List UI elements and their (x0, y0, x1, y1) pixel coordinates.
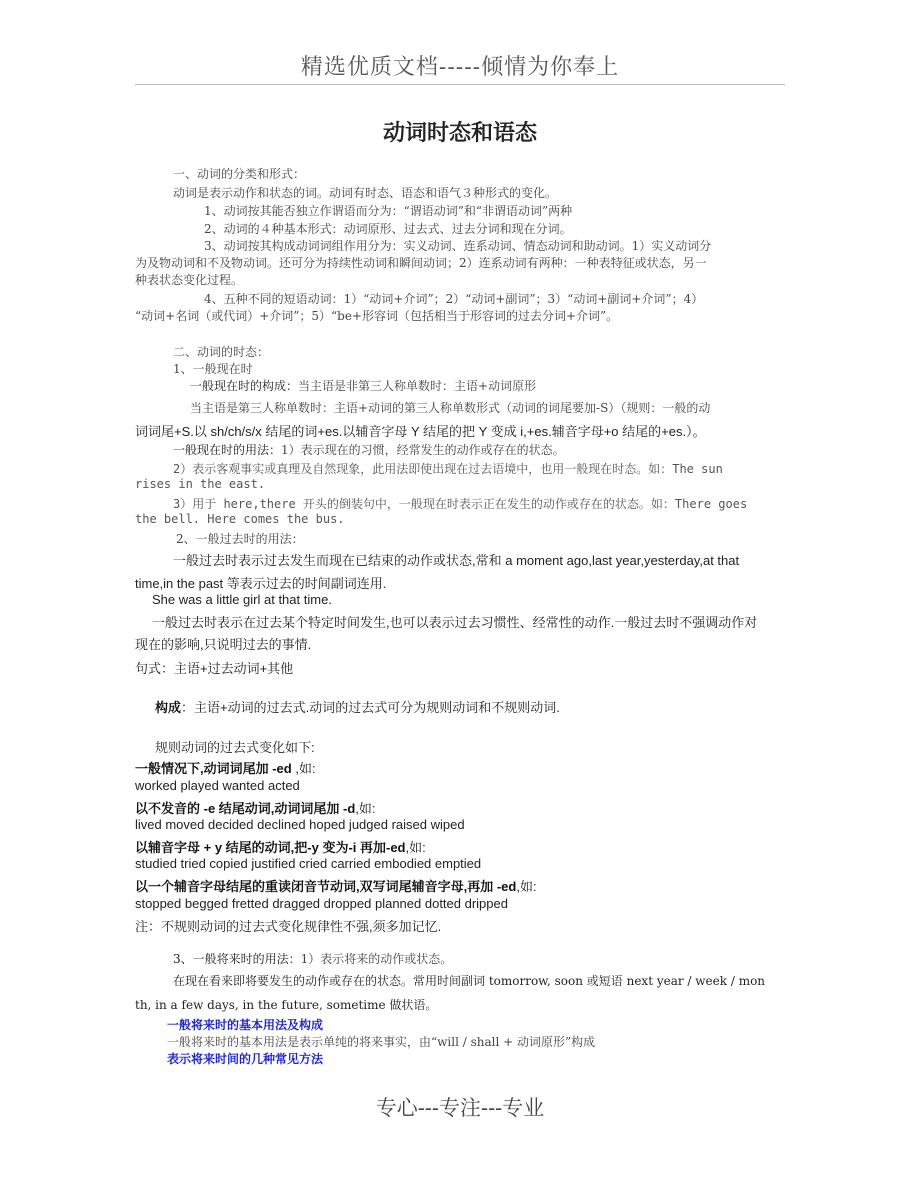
past-usage-1-line-1: 一般过去时表示过去发生而现在已结束的动作或状态,常和 a moment ago,last year,yesterday,at that (173, 553, 740, 568)
rule-1-tail: ,如: (291, 761, 316, 776)
section-1-point-4-line-1: 4、五种不同的短语动词：1）“动词+介词”；2）“动词+副词”；3）“动词+副词+介词”；4） (204, 292, 704, 306)
past-usage-2-line-1: 一般过去时表示在过去某个特定时间发生,也可以表示过去习惯性、经常性的动作.一般过去时不强调动作对 (152, 615, 758, 630)
rule-4-line (135, 876, 537, 895)
future-usage-line-1: 在现在看来即将要发生的动作或存在的状态。常用时间副词 tomorrow, soon 或短语 next year / week / mon (173, 974, 766, 988)
rule-4-examples: stopped begged fretted dragged dropped planned dotted dripped (135, 896, 508, 911)
future-usage-line-2: th, in a few days, in the future, sometime 做状语。 (135, 998, 438, 1012)
present-usage-1: 1）表示现在的习惯，经常发生的动作或存在的状态。 (281, 443, 565, 457)
rule-3-line (135, 837, 426, 856)
present-simple-heading: 1、一般现在时 (173, 362, 253, 376)
rule-3-examples: studied tried copied justified cried carried embodied emptied (135, 856, 482, 871)
section-1-point-2: 2、动词的４种基本形式：动词原形、过去式、过去分词和现在分词。 (204, 222, 572, 236)
present-usage-3-line-2: the bell. Here comes the bus. (135, 512, 345, 526)
past-composition-line (155, 697, 560, 716)
section-1-point-1: 1、动词按其能否独立作谓语而分为：“谓语动词”和“非谓语动词”两种 (204, 204, 573, 218)
regular-rules-intro: 规则动词的过去式变化如下: (155, 740, 315, 755)
rule-2-examples: lived moved decided declined hoped judged raised wiped (135, 817, 465, 832)
section-1-point-3-line-1: 3、动词按其构成动词词组作用分为：实义动词、连系动词、情态动词和助动词。1）实义动词分 (204, 239, 712, 253)
rule-3-label: 以辅音字母 + y 结尾的动词,把-y 变为-i 再加-ed (135, 840, 406, 855)
future-simple-heading: 3、一般将来时的用法： (173, 952, 301, 966)
section-1-heading: 一、动词的分类和形式： (173, 167, 306, 181)
rule-2-label: 以不发音的 -e 结尾动词,动词词尾加 -d (135, 801, 356, 816)
rule-4-tail: ,如: (516, 879, 537, 894)
future-basic-usage-text: 一般将来时的基本用法是表示单纯的将来事实，由“will / shall + 动词原形”构成 (167, 1035, 596, 1049)
future-time-methods-heading: 表示将来时间的几种常见方法 (167, 1052, 324, 1066)
rule-1-examples: worked played wanted acted (135, 778, 300, 793)
present-usage-label: 一般现在时的用法： (173, 443, 282, 457)
present-form-line (190, 377, 536, 394)
past-example: She was a little girl at that time. (152, 592, 332, 607)
section-1-point-3-line-2: 为及物动词和不及物动词。还可分为持续性动词和瞬间动词；2）连系动词有两种：一种表特征或状态，另一 (135, 256, 707, 270)
past-simple-heading: 2、一般过去时的用法： (176, 532, 304, 546)
present-form-text: 当主语是非第三人称单数时：主语+动词原形 (298, 379, 537, 393)
rule-2-line (135, 798, 376, 817)
past-usage-1-line-2: time,in the past 等表示过去的时间副词连用. (135, 576, 387, 591)
rule-2-tail: ,如: (355, 801, 376, 816)
future-simple-line (173, 950, 452, 967)
present-form-label: 一般现在时的构成： (190, 379, 299, 393)
rule-1-line (135, 758, 316, 777)
past-pattern: 句式：主语+过去动词+其他 (135, 661, 294, 676)
third-person-line-2: 词词尾+S.以 sh/ch/s/x 结尾的词+es.以辅音字母 Y 结尾的把 Y 变成 i,+es.辅音字母+o 结尾的+es.）。 (135, 424, 706, 439)
present-usage-line (173, 441, 565, 458)
rule-1-label: 一般情况下,动词词尾加 -ed (135, 761, 292, 776)
section-1-intro: 动词是表示动作和状态的词。动词有时态、语态和语气３种形式的变化。 (173, 186, 558, 200)
irregular-note: 注：不规则动词的过去式变化规律性不强,须多加记忆. (135, 919, 442, 934)
rule-3-tail: ,如: (405, 840, 426, 855)
future-usage-1: 1）表示将来的动作或状态。 (300, 952, 453, 966)
section-1-point-4-line-2: “动词+名词（或代词）+介词”；5）“be+形容词（包括相当于形容词的过去分词+介词”。 (135, 309, 619, 323)
past-composition-text: ：主语+动词的过去式.动词的过去式可分为规则动词和不规则动词. (181, 700, 560, 715)
present-usage-3-line-1: 3）用于 here,there 开头的倒装句中，一般现在时表示正在发生的动作或存在的状态。如：There goes (173, 497, 748, 511)
past-usage-2-line-2: 现在的影响,只说明过去的事情. (135, 637, 312, 652)
third-person-line-1: 当主语是第三人称单数时：主语+动词的第三人称单数形式（动词的词尾要加-S）（规则：一般的动 (190, 401, 711, 415)
page-header: 精选优质文档-----倾情为你奉上 (300, 55, 620, 80)
future-basic-usage-heading: 一般将来时的基本用法及构成 (167, 1018, 324, 1032)
present-usage-2-line-2: rises in the east. (135, 477, 266, 491)
header-divider (135, 84, 785, 85)
past-composition-label: 构成 (155, 700, 182, 715)
present-usage-2-line-1: 2）表示客观事实或真理及自然现象，此用法即使出现在过去语境中，也用一般现在时态。如：The sun (173, 462, 723, 476)
section-1-point-3-line-3: 种表状态变化过程。 (135, 273, 244, 287)
document-title: 动词时态和语态 (382, 121, 537, 146)
rule-4-label: 以一个辅音字母结尾的重读闭音节动词,双写词尾辅音字母,再加 -ed (135, 879, 517, 894)
section-2-heading: 二、动词的时态： (173, 345, 270, 359)
page-footer: 专心---专注---专业 (375, 1096, 545, 1120)
